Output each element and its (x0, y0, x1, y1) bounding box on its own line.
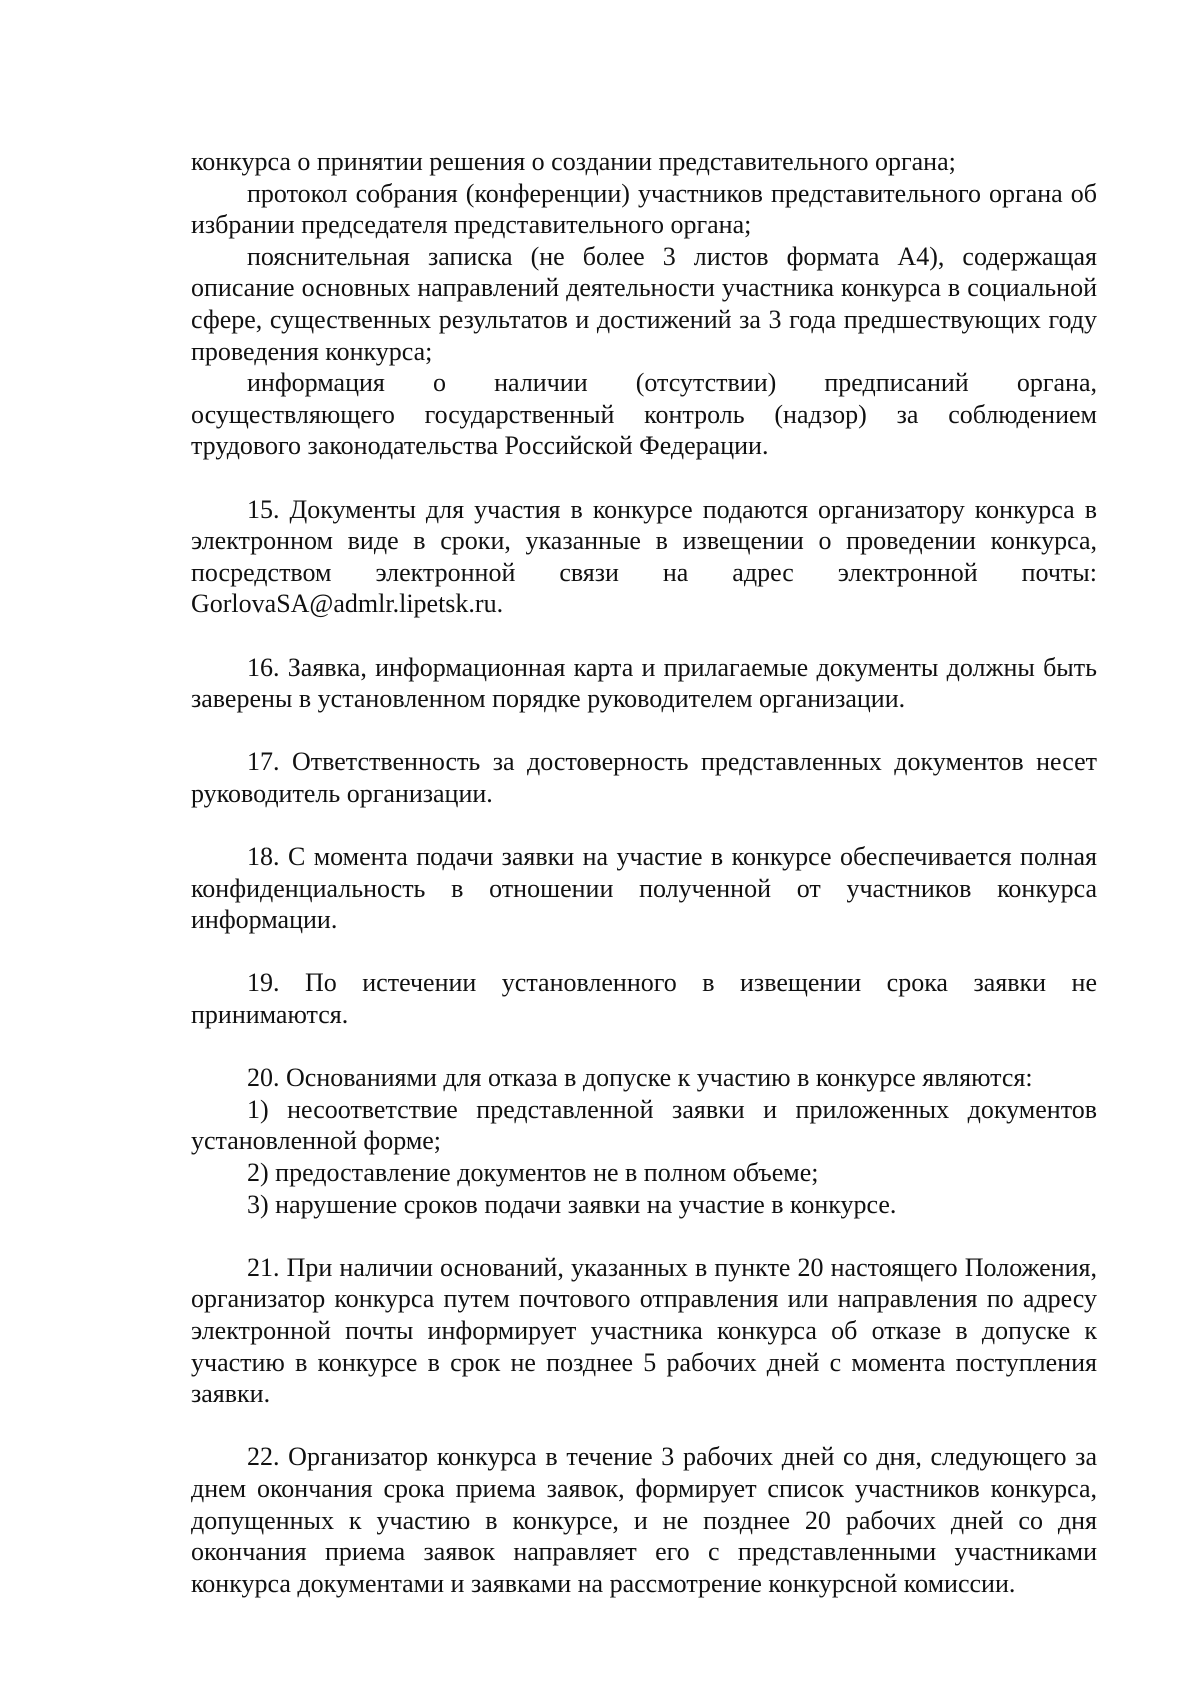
document-body (191, 146, 1097, 1599)
paragraph-17: 17. Ответственность за достоверность представленных документов несет руководитель организации. (191, 747, 1097, 808)
paragraph-inspection-info: информация о наличии (отсутствии) предписаний органа, осуществляющего государственный контроль (надзор) за соблюдением трудового законодательства Российской Федерации. (191, 368, 1097, 461)
paragraph-22: 22. Организатор конкурса в течение 3 рабочих дней со дня, следующего за днем окончания срока приема заявок, формирует список участников конкурса, допущенных к участию в конкурсе, и не позднее 20 рабочих дней со дня окончания приема заявок направляет его с представленными участниками конкурса документами и заявками на рассмотрение конкурсной комиссии. (191, 1442, 1097, 1598)
paragraph-18: 18. С момента подачи заявки на участие в конкурсе обеспечивается полная конфиденциальность в отношении полученной от участников конкурса информации. (191, 842, 1097, 935)
paragraph-protocol: протокол собрания (конференции) участников представительного органа об избрании председателя представительного органа; (191, 178, 1097, 240)
paragraph-continuation: конкурса о принятии решения о создании представительного органа; (191, 147, 956, 176)
paragraph-20-item-1: 1) несоответствие представленной заявки и приложенных документов установленной форме; (191, 1094, 1097, 1156)
paragraph-20-item-2: 2) предоставление документов не в полном объеме; (247, 1158, 819, 1187)
paragraph-15: 15. Документы для участия в конкурсе подаются организатору конкурса в электронном виде в сроки, указанные в извещении о проведении конкурса, посредством электронной связи на адрес электронной почты: GorlovaSA@admlr.lipetsk.ru. (191, 494, 1097, 619)
paragraph-20-item-3: 3) нарушение сроков подачи заявки на участие в конкурсе. (247, 1189, 897, 1219)
paragraph-19: 19. По истечении установленного в извещении срока заявки не принимаются. (191, 968, 1097, 1030)
paragraph-20: 20. Основаниями для отказа в допуске к участию в конкурсе являются: (247, 1063, 1033, 1093)
paragraph-16: 16. Заявка, информационная карта и прилагаемые документы должны быть заверены в установленном порядке руководителем организации. (191, 652, 1097, 714)
paragraph-explanatory-note: пояснительная записка (не более 3 листов формата А4), содержащая описание основных направлений деятельности участника конкурса в социальной сфере, существенных результатов и достижений за 3 года предшествующих году проведения конкурса; (191, 241, 1097, 366)
paragraph-21: 21. При наличии оснований, указанных в пункте 20 настоящего Положения, организатор конкурса путем почтового отправления или направления по адресу электронной почты информирует участника конкурса об отказе в допуске к участию в конкурсе в срок не позднее 5 рабочих дней с момента поступления заявки. (191, 1252, 1097, 1409)
